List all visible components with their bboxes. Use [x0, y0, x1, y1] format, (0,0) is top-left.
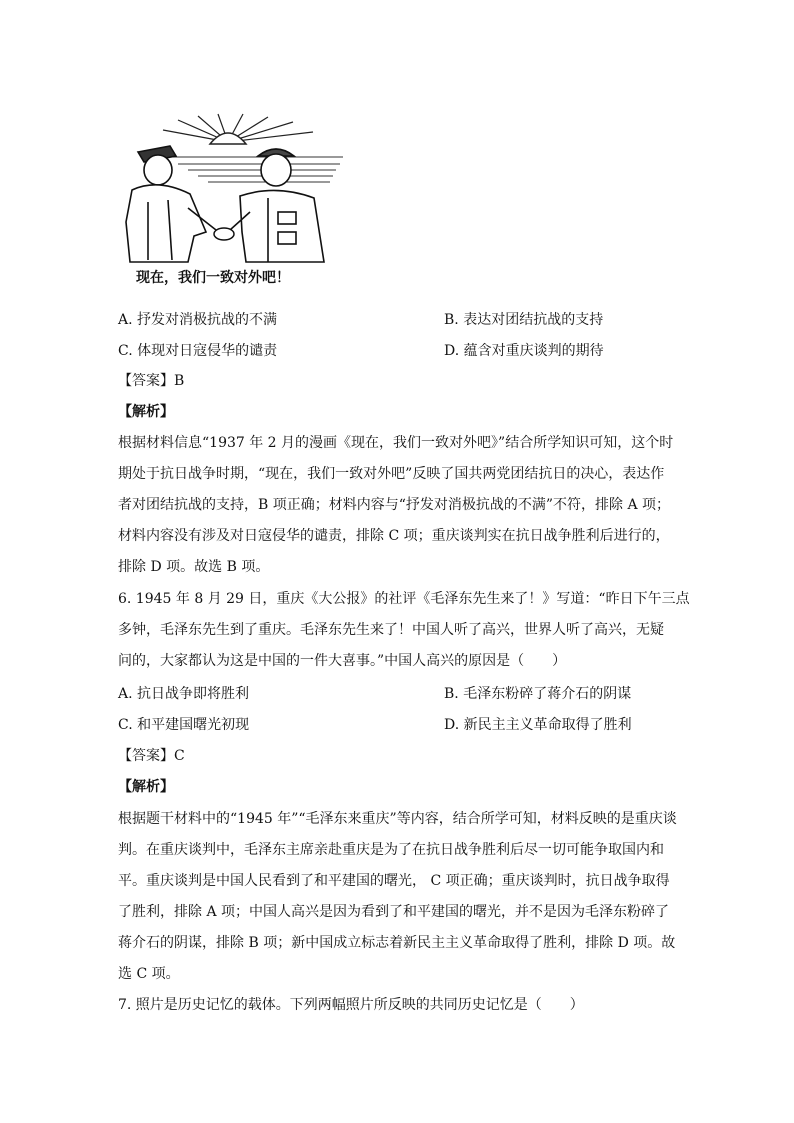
q6-option-c: C. 和平建国曙光初现 — [118, 717, 250, 733]
q5-option-c: C. 体现对日寇侵华的谴责 — [118, 343, 278, 359]
q6-stem-line: 多钟，毛泽东先生到了重庆。毛泽东先生来了！中国人听了高兴，世界人听了高兴，无疑 — [118, 622, 664, 638]
q5-option-b: B. 表达对团结抗战的支持 — [444, 312, 604, 328]
q5-answer: 【答案】B — [118, 373, 185, 389]
q5-analysis-line: 材料内容没有涉及对日寇侵华的谴责，排除 C 项；重庆谈判实在抗日战争胜利后进行的， — [118, 528, 670, 544]
q6-stem-line: 问的，大家都认为这是中国的一件大喜事。”中国人高兴的原因是（ ） — [118, 653, 567, 669]
q5-option-a: A. 抒发对消极抗战的不满 — [118, 312, 278, 328]
q6-option-d: D. 新民主主义革命取得了胜利 — [444, 717, 632, 733]
q5-analysis-line: 排除 D 项。故选 B 项。 — [118, 559, 270, 575]
q6-analysis-line: 根据题干材料中的“1945 年”“毛泽东来重庆”等内容，结合所学可知，材料反映的是重庆谈 — [118, 811, 677, 827]
q5-analysis-line: 者对团结抗战的支持，B 项正确；材料内容与“抒发对消极抗战的不满”不符，排除 A 项； — [118, 497, 671, 513]
q5-analysis-label: 【解析】 — [118, 404, 174, 420]
cartoon-caption: 现在，我们一致对外吧！ — [136, 270, 290, 286]
q5-analysis-line: 期处于抗日战争时期，“现在，我们一致对外吧”反映了国共两党团结抗日的决心，表达作 — [118, 466, 665, 482]
cartoon-illustration — [118, 112, 348, 292]
q5-option-d: D. 蕴含对重庆谈判的期待 — [444, 343, 604, 359]
q6-analysis-line: 选 C 项。 — [118, 966, 180, 982]
q6-analysis-line: 蒋介石的阴谋，排除 B 项；新中国成立标志着新民主主义革命取得了胜利，排除 D 项。故 — [118, 935, 676, 951]
q5-analysis-line: 根据材料信息“1937 年 2 月的漫画《现在，我们一致对外吧》”结合所学知识可知，这个时 — [118, 435, 674, 451]
q6-stem-line: 6. 1945 年 8 月 29 日，重庆《大公报》的社评《毛泽东先生来了！》写道：“昨日下午三点 — [118, 591, 690, 607]
q6-option-a: A. 抗日战争即将胜利 — [118, 686, 250, 702]
q6-analysis-line: 了胜利，排除 A 项；中国人高兴是因为看到了和平建国的曙光，并不是因为毛泽东粉碎了 — [118, 904, 670, 920]
q6-answer: 【答案】C — [118, 748, 185, 764]
q7-stem: 7. 照片是历史记忆的载体。下列两幅照片所反映的共同历史记忆是（ ） — [118, 997, 584, 1013]
q6-option-b: B. 毛泽东粉碎了蒋介石的阴谋 — [444, 686, 632, 702]
q6-analysis-line: 判。在重庆谈判中，毛泽东主席亲赴重庆是为了在抗日战争胜利后尽一切可能争取国内和 — [118, 842, 664, 858]
q6-analysis-label: 【解析】 — [118, 779, 174, 795]
q6-analysis-line: 平。重庆谈判是中国人民看到了和平建国的曙光， C 项正确；重庆谈判时，抗日战争取得 — [118, 873, 670, 889]
